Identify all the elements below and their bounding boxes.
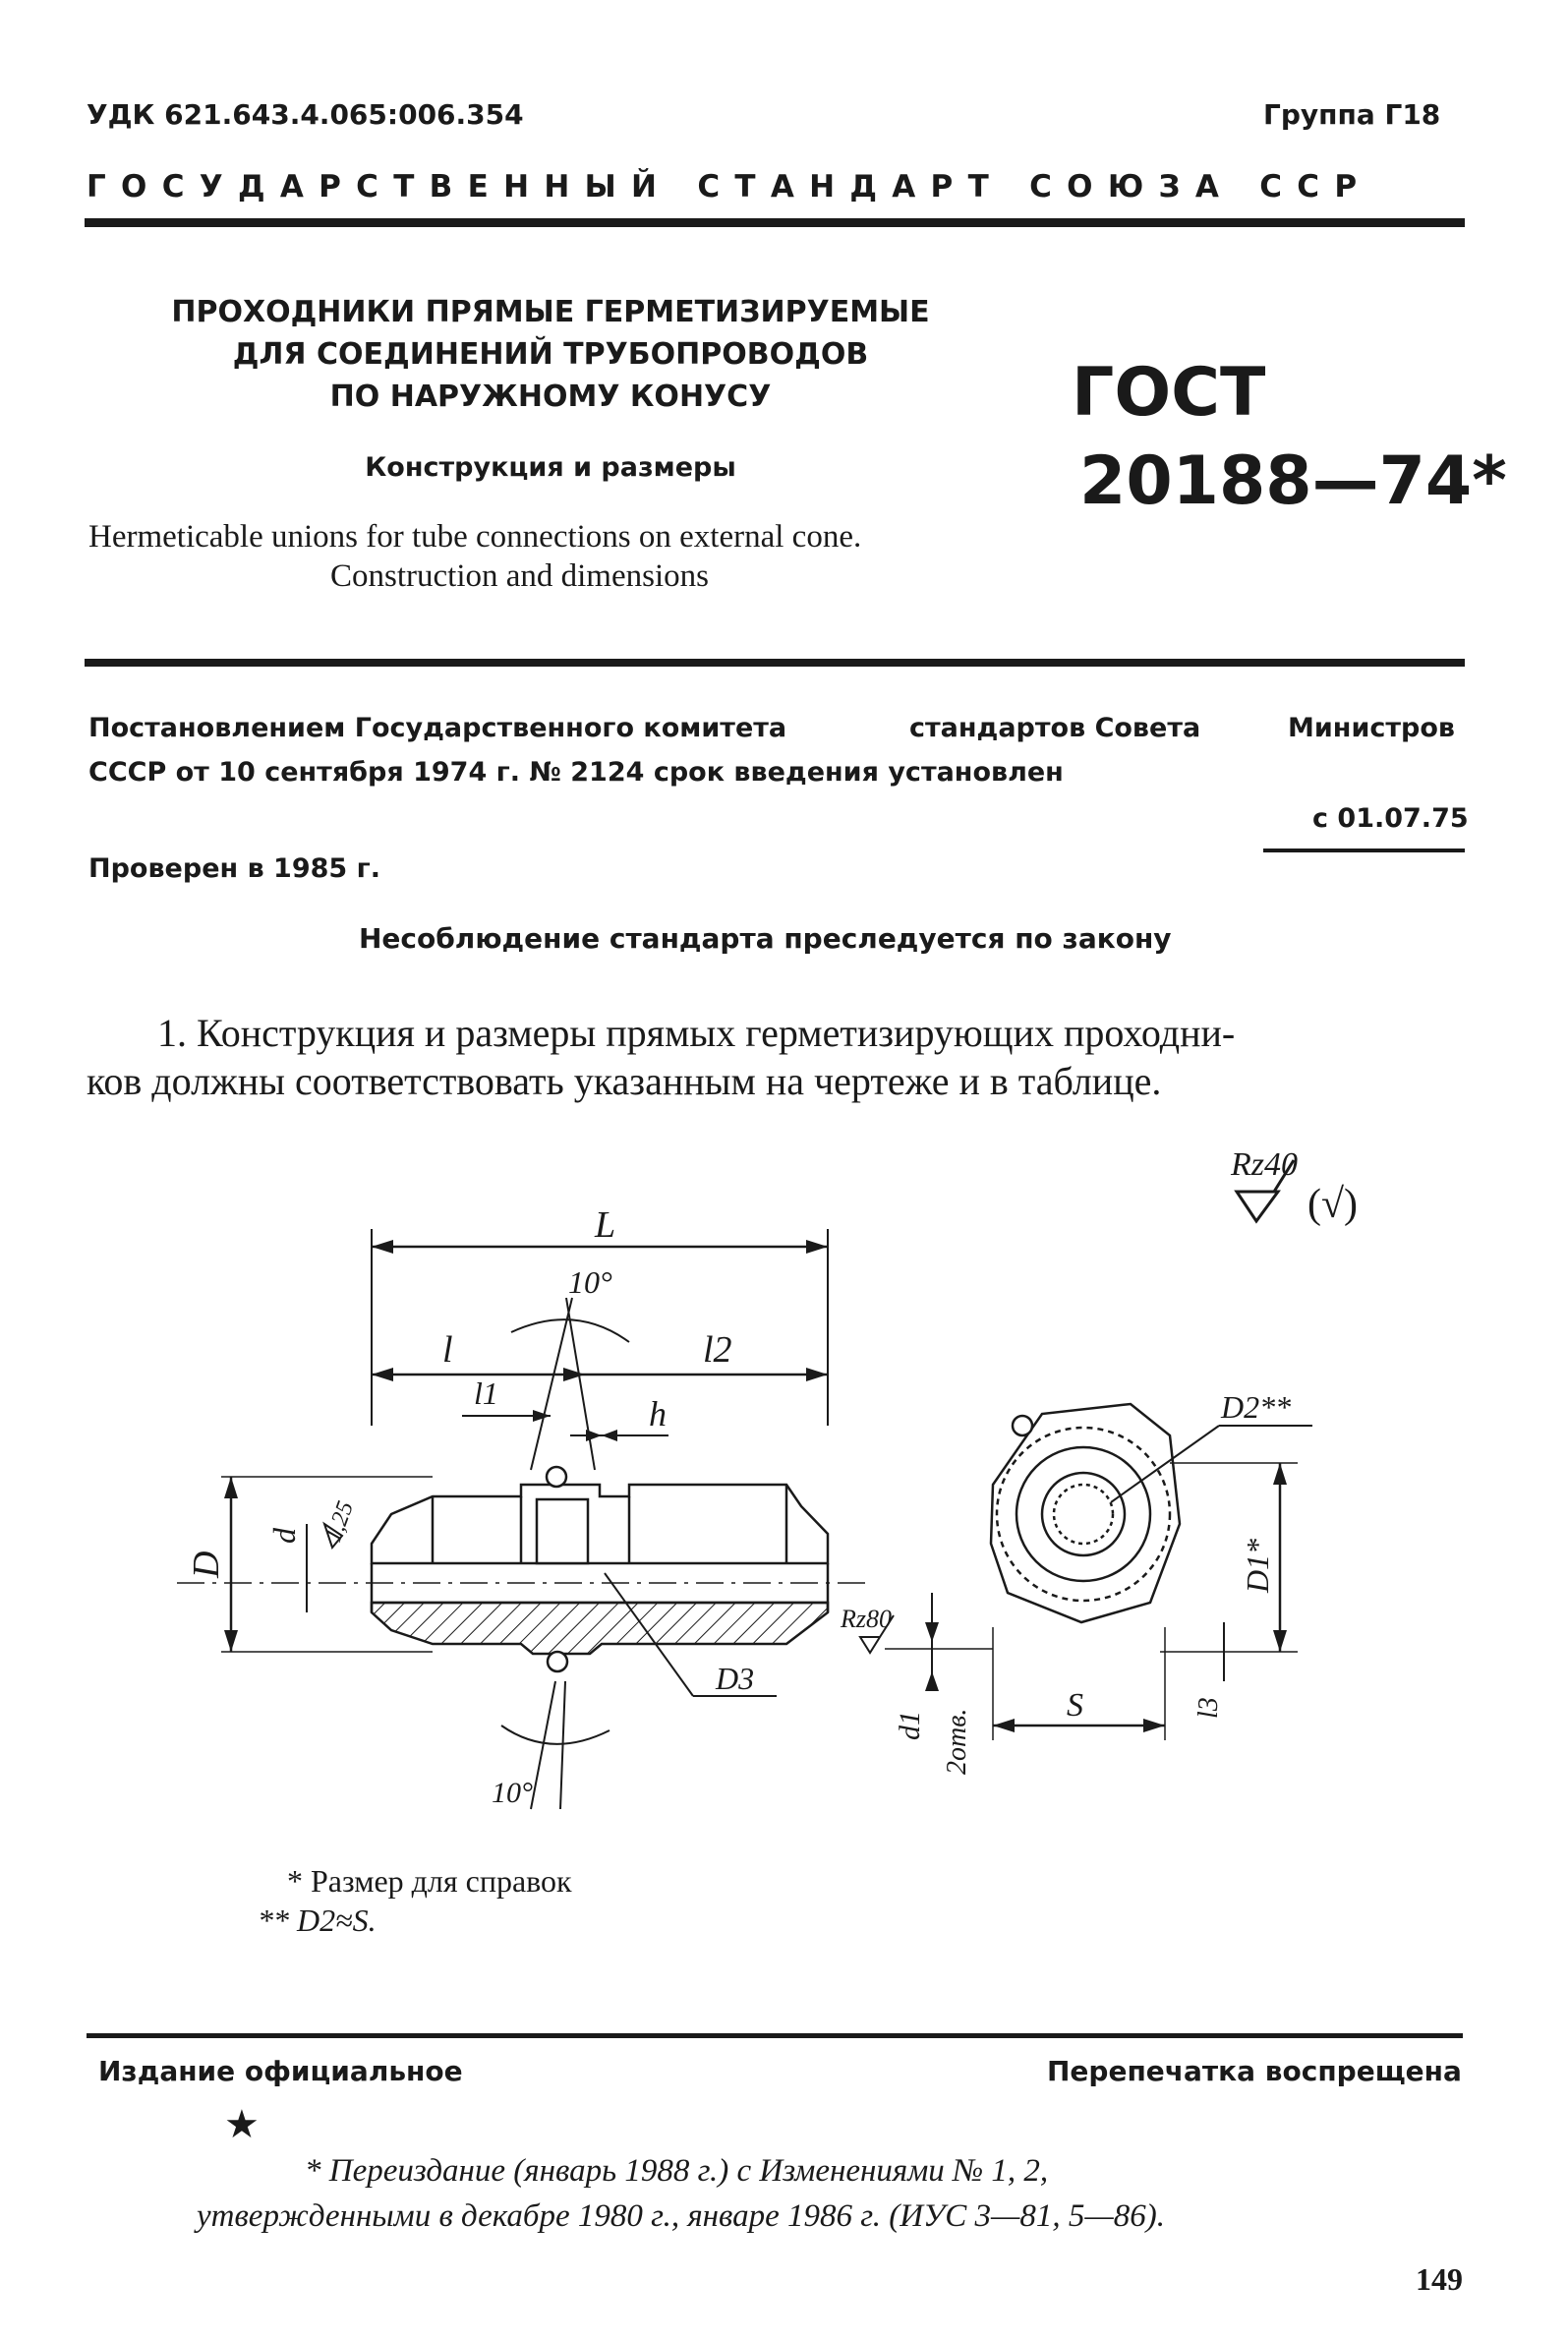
label-D: D: [186, 1551, 227, 1578]
official-edition: Издание официальное: [98, 2055, 463, 2087]
union-end-view: [991, 1404, 1180, 1622]
label-D1: D1*: [1240, 1538, 1275, 1593]
reissue-line-1: * Переиздание (январь 1988 г.) с Изменениями № 1, 2,: [305, 2153, 1049, 2189]
label-angle-bottom: 10°: [492, 1777, 533, 1809]
title-line-2: ДЛЯ СОЕДИНЕНИЙ ТРУБОПРОВОДОВ: [232, 337, 869, 372]
label-l2: l2: [703, 1329, 732, 1371]
reissue-line-2: утвержденными в декабре 1980 г., январе 1986 г. (ИУС 3—81, 5—86).: [197, 2198, 1165, 2234]
group-code: Группа Г18: [1263, 98, 1441, 131]
label-l1: l1: [474, 1375, 498, 1411]
title-subtitle: Конструкция и размеры: [365, 452, 736, 483]
gost-label: ГОСТ: [1072, 354, 1266, 432]
title-line-3: ПО НАРУЖНОМУ КОНУСУ: [329, 380, 772, 414]
law-warning: Несоблюдение стандарта преследуется по закону: [359, 922, 1172, 955]
english-title-line-1: Hermeticable unions for tube connections on external cone.: [88, 519, 862, 555]
note-d2-equals-s: ** D2≈S.: [258, 1902, 377, 1938]
label-125: 1,25: [320, 1497, 360, 1547]
label-D2: D2**: [1221, 1389, 1292, 1425]
technical-drawing: [0, 1131, 1568, 1839]
standard-banner: ГОСУДАРСТВЕННЫЙ СТАНДАРТ СОЮЗА ССР: [87, 169, 1372, 205]
label-l3: l3: [1193, 1697, 1224, 1719]
label-d1: d1: [894, 1711, 926, 1740]
reprint-prohibited: Перепечатка воспрещена: [1047, 2055, 1462, 2087]
star-symbol: ★: [224, 2102, 260, 2147]
label-D3: D3: [716, 1661, 755, 1696]
english-title-line-2: Construction and dimensions: [330, 558, 709, 594]
label-angle-top: 10°: [568, 1264, 612, 1300]
gost-number: 20188—74*: [1079, 442, 1507, 520]
roughness-main-label: Rz40: [1231, 1146, 1298, 1183]
decree-line-1b: стандартов Совета: [909, 713, 1201, 743]
decree-line-1a: Постановлением Государственного комитета: [88, 713, 787, 743]
label-l: l: [442, 1329, 453, 1371]
label-2holes: 2отв.: [942, 1708, 972, 1775]
label-d: d: [266, 1528, 302, 1544]
decree-line-1c: Министров: [1288, 713, 1455, 743]
paragraph-line-2: ков должны соответствовать указанным на чертеже и в таблице.: [87, 1059, 1162, 1103]
effective-date: с 01.07.75: [1312, 803, 1469, 834]
header-rule: [85, 218, 1465, 227]
label-L: L: [595, 1204, 616, 1246]
paragraph-line-1: 1. Конструкция и размеры прямых герметизирующих проходни-: [157, 1011, 1236, 1055]
label-h: h: [649, 1394, 667, 1434]
union-side-view: [177, 1467, 865, 1671]
title-rule: [85, 659, 1465, 667]
page-number: 149: [1416, 2261, 1463, 2297]
decree-line-2: СССР от 10 сентября 1974 г. № 2124 срок введения установлен: [88, 757, 1064, 788]
udk-code: УДК 621.643.4.065:006.354: [87, 98, 524, 131]
roughness-check: (√): [1307, 1182, 1359, 1227]
label-Rz80: Rz80: [841, 1605, 892, 1633]
note-reference-size: * Размер для справок: [287, 1863, 572, 1899]
title-line-1: ПРОХОДНИКИ ПРЯМЫЕ ГЕРМЕТИЗИРУЕМЫЕ: [171, 295, 930, 329]
date-underline: [1263, 849, 1465, 852]
footer-rule: [87, 2033, 1463, 2038]
checked-year: Проверен в 1985 г.: [88, 853, 380, 884]
label-S: S: [1067, 1687, 1083, 1724]
